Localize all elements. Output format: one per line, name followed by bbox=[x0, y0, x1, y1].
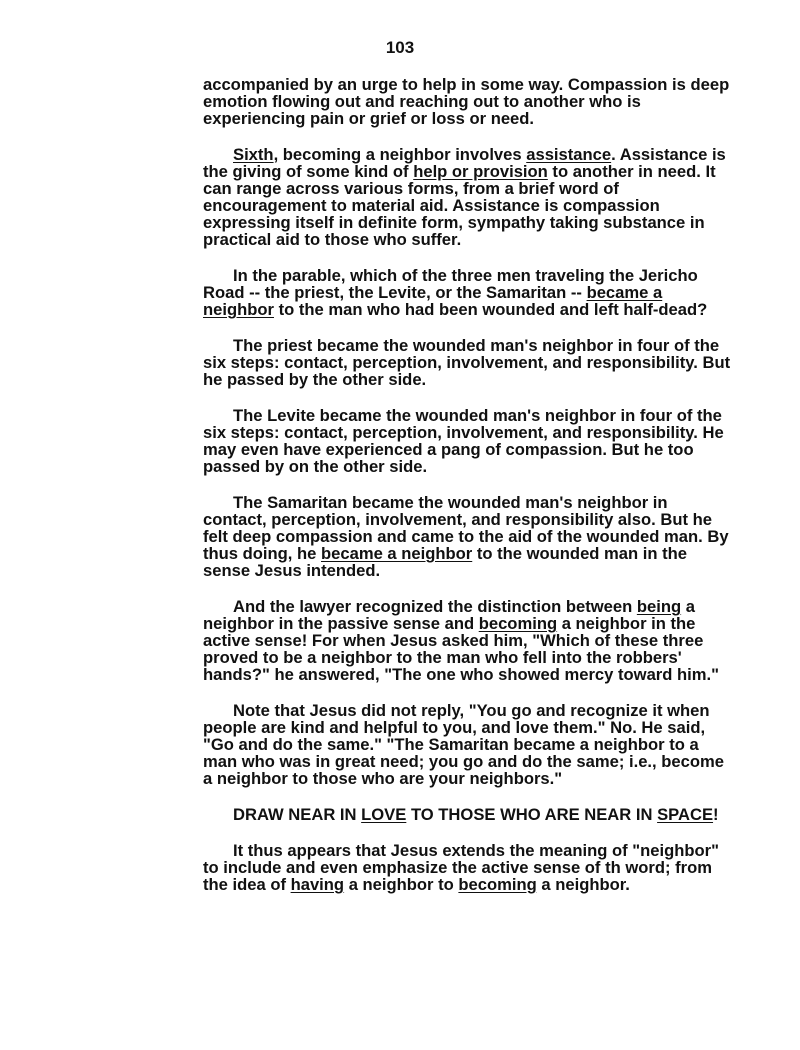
paragraph-text: DRAW NEAR IN bbox=[233, 805, 362, 824]
underlined-term: Sixth bbox=[233, 145, 274, 164]
underlined-term: having bbox=[290, 875, 345, 894]
paragraph-text: The Samaritan became the wounded man's neighbor in contact, perception, involvement, and responsibility also. But he felt deep compassion and came to the aid of the wounded man. By thus doing, he bbox=[203, 493, 729, 563]
underlined-term: assistance bbox=[526, 145, 612, 164]
paragraph-1: accompanied by an urge to help in some way. Compassion is deep emotion flowing out and reaching out to another who is experiencing pain or grief or loss or need. bbox=[203, 75, 730, 128]
underlined-term: SPACE bbox=[657, 805, 714, 824]
underlined-term: help or provision bbox=[413, 162, 548, 181]
paragraph-text: a neighbor. bbox=[536, 875, 630, 894]
paragraph-2 bbox=[203, 146, 733, 248]
paragraph-text: a neighbor in the active sense! For when Jesus asked him, "Which of these three proved to be a neighbor to the man who fell into the robbers' hands?" he answered, "The one who showed mercy toward him." bbox=[203, 614, 719, 684]
paragraph-text: to another in need. It can range across various forms, from a brief word of encouragement to material aid. Assistance is compassion expressing itself in definite form, sympathy taking substance in practical aid to those who suffer. bbox=[203, 162, 716, 249]
paragraph-text: TO THOSE WHO ARE NEAR IN bbox=[406, 805, 658, 824]
paragraph-7 bbox=[203, 598, 733, 683]
paragraph-6 bbox=[203, 494, 733, 579]
paragraph-10 bbox=[203, 842, 733, 893]
paragraph-8: Note that Jesus did not reply, "You go and recognize it when people are kind and helpful to you, and love them." No. He said, "Go and do the same." "The Samaritan became a neighbor to a man who was in great need; you go and do the same; i.e., become a neighbor to those who are your neighbors." bbox=[203, 701, 724, 788]
underlined-term: became a neighbor bbox=[203, 283, 663, 319]
underlined-term: LOVE bbox=[361, 805, 407, 824]
paragraph-text: a neighbor to bbox=[344, 875, 459, 894]
underlined-term: being bbox=[636, 597, 682, 616]
underlined-term: becoming bbox=[478, 614, 558, 633]
body-text bbox=[203, 76, 733, 912]
paragraph-text: ! bbox=[713, 805, 719, 824]
paragraph-3 bbox=[203, 267, 733, 318]
paragraph-text: a neighbor in the passive sense and bbox=[203, 597, 695, 633]
paragraph-text: It thus appears that Jesus extends the meaning of "neighbor" to include and even emphasize the active sense of th word; from the idea of bbox=[203, 841, 719, 894]
paragraph-4: The priest became the wounded man's neighbor in four of the six steps: contact, perception, involvement, and responsibility. But he passed by the other side. bbox=[203, 336, 731, 389]
paragraph-text: In the parable, which of the three men traveling the Jericho Road -- the priest, the Levite, or the Samaritan -- bbox=[203, 266, 698, 302]
paragraph-text: , becoming a neighbor involves bbox=[273, 145, 527, 164]
paragraph-text: And the lawyer recognized the distinction between bbox=[233, 597, 637, 616]
underlined-term: became a neighbor bbox=[321, 544, 473, 563]
page-number: 103 bbox=[385, 38, 415, 57]
paragraph-text: to the wounded man in the sense Jesus intended. bbox=[203, 544, 688, 580]
paragraph-text: . Assistance is the giving of some kind of bbox=[203, 145, 726, 181]
paragraph-text: to the man who had been wounded and left half-dead? bbox=[273, 300, 708, 319]
paragraph-9 bbox=[203, 806, 733, 823]
underlined-term: becoming bbox=[458, 875, 537, 894]
paragraph-5: The Levite became the wounded man's neighbor in four of the six steps: contact, perception, involvement, and responsibility. He may even have experienced a pang of compassion. But he too passed by on the other side. bbox=[203, 406, 724, 476]
